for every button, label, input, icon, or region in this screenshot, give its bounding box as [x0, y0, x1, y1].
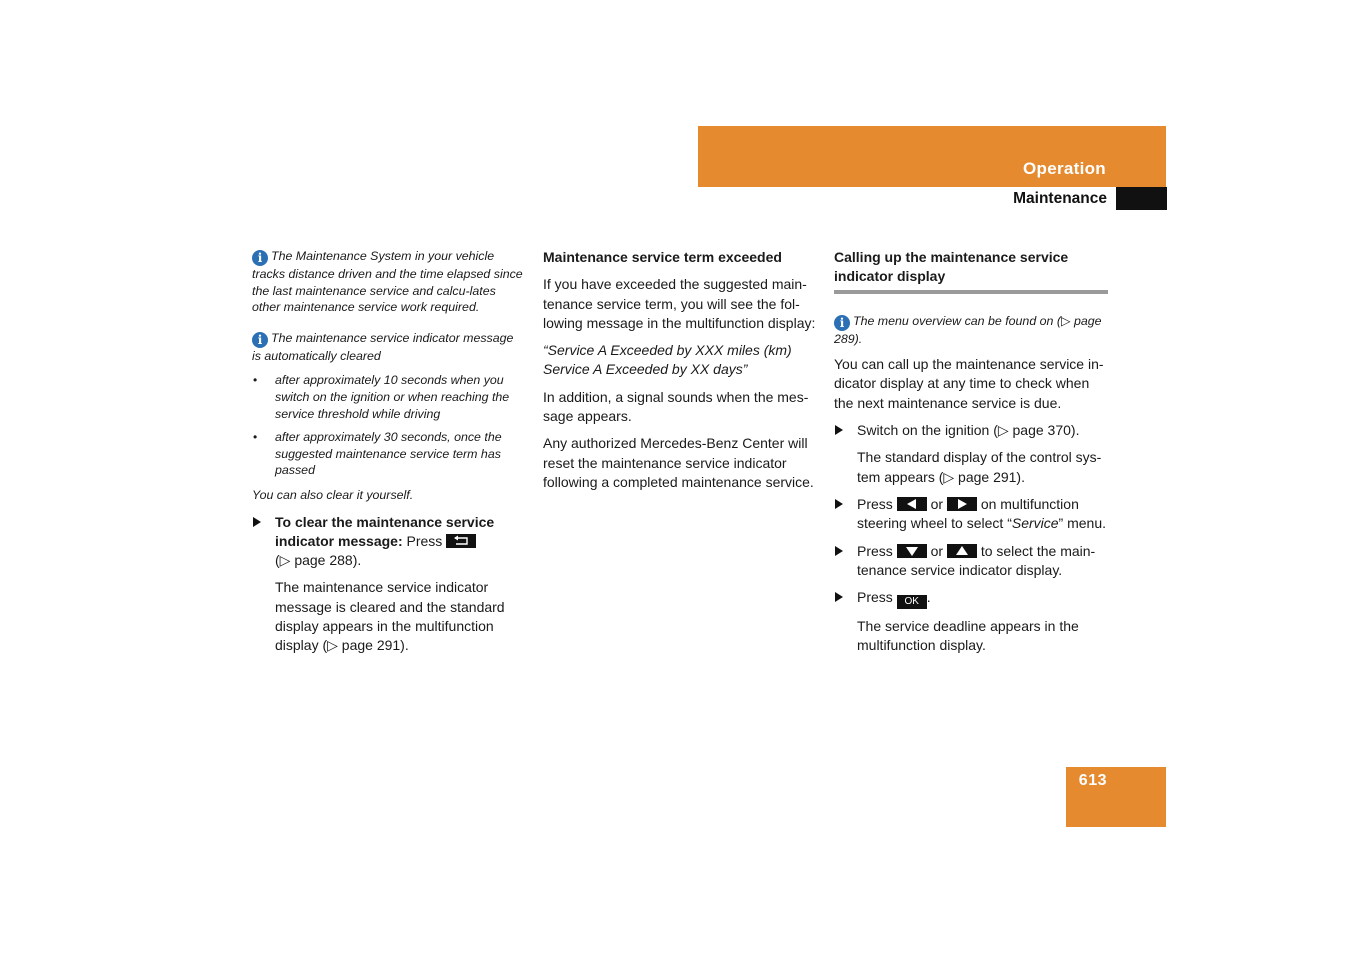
info-icon: i: [834, 315, 850, 331]
paragraph: You can call up the maintenance service in-dicator display at any time to check when the next maintenance service is due.: [834, 356, 1104, 411]
info-note: i The Maintenance System in your vehicle tracks distance driven and the time elapsed since the last maintenance service and calcu-lates other maintenance service work required.: [252, 249, 523, 315]
step-result: The standard display of the control sys-tem appears (▷ page 291).: [857, 449, 1102, 485]
step-arrow-icon: [835, 499, 843, 509]
clear-note: You can also clear it yourself.: [252, 487, 414, 502]
info-icon: i: [252, 332, 268, 348]
left-arrow-key-icon: [897, 497, 927, 511]
page-number-band: [1066, 767, 1166, 827]
message-quote: “Service A Exceeded by XXX miles (km) Service A Exceeded by XX days”: [543, 342, 792, 378]
list-item: • after approximately 10 seconds when you switch on the ignition or when reaching the service threshold while driving: [252, 372, 524, 422]
step-result: The maintenance service indicator message is cleared and the standard display appears in the multifunction display (▷ page 291).: [275, 579, 505, 654]
step: Switch on the ignition (▷ page 370).: [834, 421, 1108, 440]
step-arrow-icon: [835, 592, 843, 602]
down-arrow-key-icon: [897, 544, 927, 558]
section-title: Operation: [1023, 159, 1106, 178]
info-note: i The maintenance service indicator message is automatically cleared: [252, 330, 514, 363]
step: Press or on multifunction steering wheel to select “Service” menu.: [834, 495, 1108, 534]
bullet-list: [252, 372, 524, 479]
ok-key-icon: OK: [897, 595, 927, 609]
column-left: [252, 248, 524, 664]
step-result: The service deadline appears in the multifunction display.: [857, 618, 1079, 654]
step-arrow-icon: [253, 517, 261, 527]
info-icon: i: [252, 250, 268, 266]
step: To clear the maintenance service indicator message: Press (▷ page 288).: [252, 513, 524, 571]
page-number: 613: [1078, 772, 1107, 789]
subsection-title: Maintenance: [1013, 190, 1107, 207]
header-tab: [1116, 187, 1167, 210]
list-item: • after approximately 30 seconds, once the suggested maintenance service term has passed: [252, 429, 524, 479]
header-band: [698, 126, 1166, 187]
step-arrow-icon: [835, 546, 843, 556]
paragraph: In addition, a signal sounds when the mes-sage appears.: [543, 388, 809, 425]
step-arrow-icon: [835, 425, 843, 435]
right-arrow-key-icon: [947, 497, 977, 511]
back-key-icon: [446, 534, 476, 548]
paragraph: If you have exceeded the suggested main-tenance service term, you will see the fol-lowing message in the multifunction display:: [543, 276, 816, 331]
section-heading: Maintenance service term exceeded: [543, 249, 782, 265]
up-arrow-key-icon: [947, 544, 977, 558]
step: Press OK .: [834, 588, 1108, 609]
column-middle: [543, 248, 819, 500]
step: Press or to select the main-tenance service indicator display.: [834, 542, 1108, 581]
paragraph: Any authorized Mercedes-Benz Center will reset the maintenance service indicator following a completed maintenance service.: [543, 435, 814, 490]
info-note: i The menu overview can be found on (▷ page 289).: [834, 313, 1102, 346]
column-right: [834, 248, 1108, 664]
section-heading: Calling up the maintenance service indicator display: [834, 248, 1108, 294]
